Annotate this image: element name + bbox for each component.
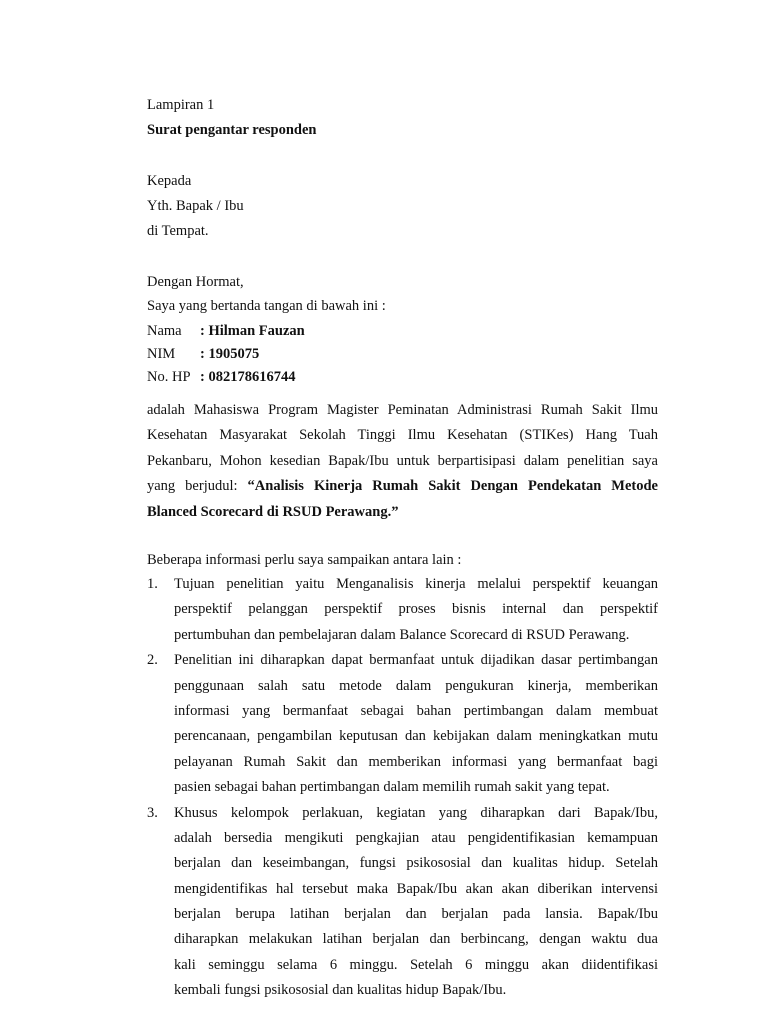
address-to: Kepada: [147, 173, 192, 189]
list-line: pertumbuhan dan pembelajaran dalam Balance Scorecard di RSUD Perawang.: [174, 626, 630, 643]
address-recipient: Yth. Bapak / Ibu: [147, 198, 244, 214]
list-item: [147, 648, 658, 800]
attachment-label: Lampiran 1: [147, 97, 215, 113]
info-list: [147, 572, 658, 1004]
list-line: Khusus kelompok perlakuan, kegiatan yang diharapkan dari Bapak/Ibu,: [174, 804, 658, 821]
list-number: 2.: [147, 652, 158, 669]
body-line: adalah Mahasiswa Program Magister Peminatan Administrasi Rumah Sakit Ilmu: [147, 402, 658, 418]
list-line: pelayanan Rumah Sakit dan memberikan informasi yang bermanfaat bagi: [174, 753, 658, 770]
intro-sentence: Saya yang bertanda tangan di bawah ini :: [147, 298, 386, 314]
list-line: berjalan berupa latihan berjalan dan berjalan pada lansia. Bapak/Ibu: [174, 906, 658, 923]
list-line: mengidentifikas hal tersebut maka Bapak/Ibu akan akan diberikan intervensi: [174, 880, 658, 897]
list-item: [147, 801, 658, 1004]
list-line: informasi yang bermanfaat sebagai bahan pertimbangan dalam membuat: [174, 702, 658, 719]
list-line: berjalan dan keseimbangan, fungsi psikososial dan kualitas hidup. Setelah: [174, 855, 658, 872]
list-line: kali seminggu selama 6 minggu. Setelah 6 minggu akan diidentifikasi: [174, 956, 658, 973]
info-intro: Beberapa informasi perlu saya sampaikan antara lain :: [147, 552, 462, 568]
body-line-title: [147, 474, 658, 499]
list-line: penggunaan salah satu metode dalam pengukuran kinerja, memberikan: [174, 677, 658, 694]
research-title: “Analisis Kinerja Rumah Sakit Dengan Pendekatan Metode: [247, 478, 658, 495]
list-line: Tujuan penelitian yaitu Menganalisis kinerja melalui perspektif keuangan: [174, 576, 658, 592]
body-line: Kesehatan Masyarakat Sekolah Tinggi Ilmu Kesehatan (STIKes) Hang Tuah: [147, 427, 658, 444]
address-place: di Tempat.: [147, 223, 209, 239]
list-line: kembali fungsi psikososial dan kualitas hidup Bapak/Ibu.: [174, 982, 507, 999]
list-line: pasien sebagai bahan pertimbangan dalam memilih rumah sakit yang tepat.: [174, 779, 610, 796]
list-line: Penelitian ini diharapkan dapat bermanfaat untuk dijadikan dasar pertimbangan: [174, 652, 658, 669]
name-value: : Hilman Fauzan: [200, 323, 305, 339]
body-line-lead: yang berjudul:: [147, 478, 248, 495]
hp-label: No. HP: [147, 369, 191, 385]
body-paragraph: [147, 398, 658, 525]
nim-value: : 1905075: [200, 346, 260, 362]
nim-label: NIM: [147, 346, 176, 362]
list-number: 3.: [147, 804, 158, 821]
body-line-title-end: Blanced Scorecard di RSUD Perawang.”: [147, 503, 399, 520]
list-line: diharapkan melakukan latihan berjalan dan berbincang, dengan waktu dua: [174, 931, 658, 948]
letter-title: Surat pengantar responden: [147, 122, 317, 138]
body-line: Pekanbaru, Mohon kesedian Bapak/Ibu untuk berpartisipasi dalam penelitian saya: [147, 452, 658, 469]
list-number: 1.: [147, 576, 158, 592]
list-line: adalah bersedia mengikuti pengkajian atau pengidentifikasian kemampuan: [174, 829, 658, 846]
list-item: [147, 572, 658, 648]
list-line: perspektif pelanggan perspektif proses bisnis internal dan perspektif: [174, 601, 658, 618]
greeting: Dengan Hormat,: [147, 274, 244, 290]
hp-value: : 082178616744: [200, 369, 296, 385]
name-label: Nama: [147, 323, 182, 339]
list-line: perencanaan, pengambilan keputusan dan kebijakan dalam meningkatkan mutu: [174, 728, 658, 745]
